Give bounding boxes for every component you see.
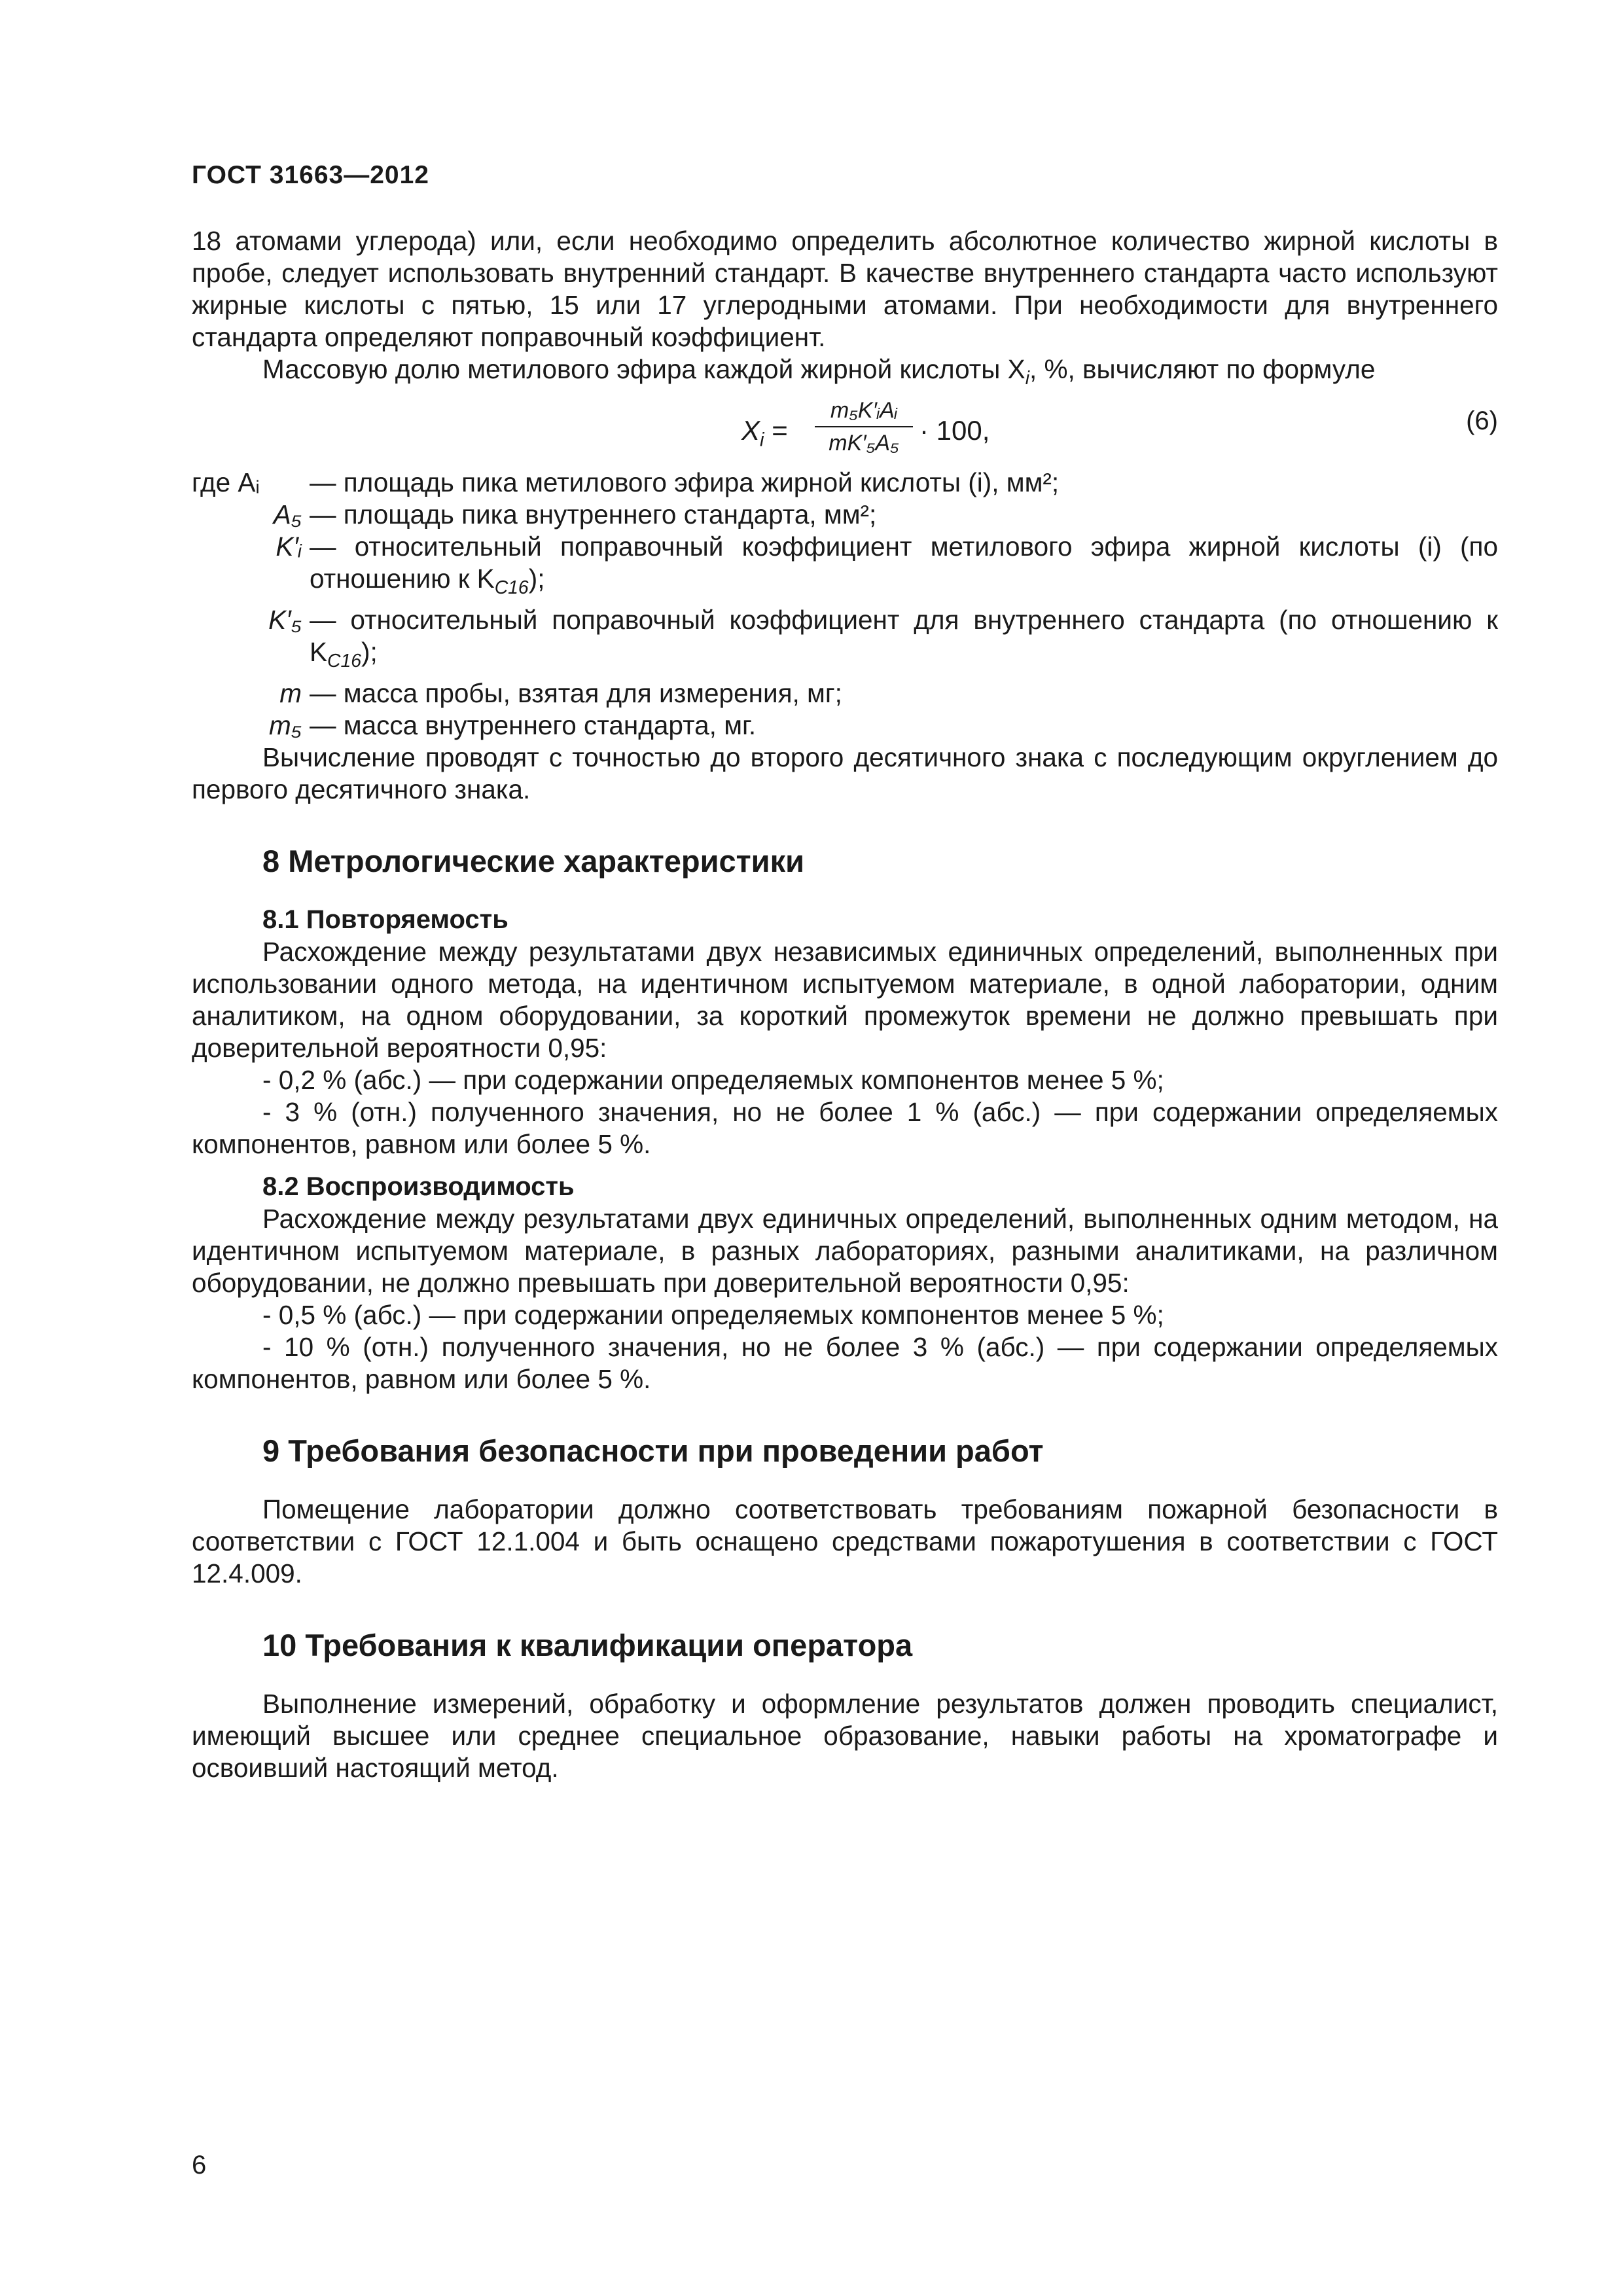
formula-tail: · 100, [919, 415, 990, 446]
formula-denominator: mK′₅A₅ [829, 431, 899, 456]
definition-item [192, 709, 1498, 742]
definition-symbol: где Aᵢ [192, 467, 260, 498]
definition-item [192, 499, 1498, 531]
definition-item [192, 604, 1498, 677]
definition-item [192, 677, 1498, 709]
section-8-1-text: Расхождение между результатами двух независимых единичных определений, выполненных при использовании одного метода, на идентичном испытуемом материале, в одной лаборатории, одним аналитиком, на одном оборудовании, за короткий промежуток времени не должно превышать при доверительной вероятности 0,95: [192, 937, 1498, 1064]
definition-text: — масса пробы, взятая для измерения, мг; [310, 678, 842, 709]
document-header: ГОСТ 31663—2012 [192, 161, 429, 189]
section-8-2-text: Расхождение между результатами двух единичных определений, выполненных одним методом, на идентичном испытуемом материале, в разных лабораториях, разными аналитиками, на различном оборудовании, не должно превышать при доверительной вероятности 0,95: [192, 1204, 1498, 1299]
definition-symbol: K′₅ [268, 605, 302, 636]
definition-text: — площадь пика метилового эфира жирной кислоты (i), мм²; [310, 467, 1060, 498]
section-10-text: Выполнение измерений, обработку и оформление результатов должен проводить специалист, имеющий высшее или среднее специальное образование, навыки работы на хроматографе и освоивший настоящий метод. [192, 1689, 1498, 1784]
definition-symbol: m [279, 678, 302, 709]
definition-item [192, 467, 1498, 499]
definition-symbol: m₅ [268, 710, 302, 741]
definition-text: — площадь пика внутреннего стандарта, мм²; [310, 499, 877, 530]
definition-text: — масса внутреннего стандарта, мг. [310, 710, 757, 741]
fraction-bar [815, 426, 913, 427]
section-10-title: 10 Требования к квалификации оператора [262, 1628, 913, 1663]
section-8-1-title: 8.1 Повторяемость [262, 905, 508, 935]
definitions-list [192, 467, 1498, 742]
section-8-title: 8 Метрологические характеристики [262, 844, 804, 879]
definition-item [192, 531, 1498, 604]
section-9-title: 9 Требования безопасности при проведении работ [262, 1433, 1044, 1469]
document-body [192, 225, 1498, 1784]
definition-text: — относительный поправочный коэффициент для внутреннего стандарта (по отношению к $K_{C16}$); [310, 605, 1498, 672]
list-item: - 3 % (отн.) полученного значения, но не более 1 % (абс.) — при содержании определяемых компонентов, равном или более 5 %. [192, 1097, 1498, 1160]
definition-symbol: K′ᵢ [276, 531, 302, 562]
list-item: - 0,5 % (абс.) — при содержании определяемых компонентов менее 5 %; [262, 1300, 1164, 1331]
formula-fraction [815, 396, 913, 457]
formula-lead: Массовую долю метилового эфира каждой жирной кислоты $X_i$, %, вычисляют по формуле [262, 354, 1376, 389]
list-item: - 0,2 % (абс.) — при содержании определяемых компонентов менее 5 %; [262, 1065, 1164, 1096]
formula-6 [192, 395, 1498, 467]
calculation-note: Вычисление проводят с точностью до второго десятичного знака с последующим округлением до первого десятичного знака. [192, 742, 1498, 805]
formula-numerator: m₅K′ᵢAᵢ [830, 398, 898, 423]
page-number: 6 [192, 2151, 207, 2179]
list-item: - 10 % (отн.) полученного значения, но не более 3 % (абс.) — при содержании определяемых компонентов, равном или более 5 %. [192, 1332, 1498, 1395]
definition-symbol: A₅ [273, 499, 302, 530]
intro-paragraph: 18 атомами углерода) или, если необходимо определить абсолютное количество жирной кислоты в пробе, следует использовать внутренний стандарт. В качестве внутреннего стандарта часто используют жирные кислоты с пятью, 15 или 17 углеродными атомами. При необходимости для внутреннего стандарта определяют поправочный коэффициент. [192, 226, 1498, 352]
section-8-2-title: 8.2 Воспроизводимость [262, 1172, 575, 1202]
formula-lhs: $X_i$ = [741, 415, 788, 451]
definition-text: — относительный поправочный коэффициент метилового эфира жирной кислоты (i) (по отношению к $K_{C16}$); [310, 531, 1498, 599]
formula-number: (6) [1466, 406, 1498, 436]
section-9-text: Помещение лаборатории должно соответствовать требованиям пожарной безопасности в соответствии с ГОСТ 12.1.004 и быть оснащено средствами пожаротушения в соответствии с ГОСТ 12.4.009. [192, 1494, 1498, 1589]
